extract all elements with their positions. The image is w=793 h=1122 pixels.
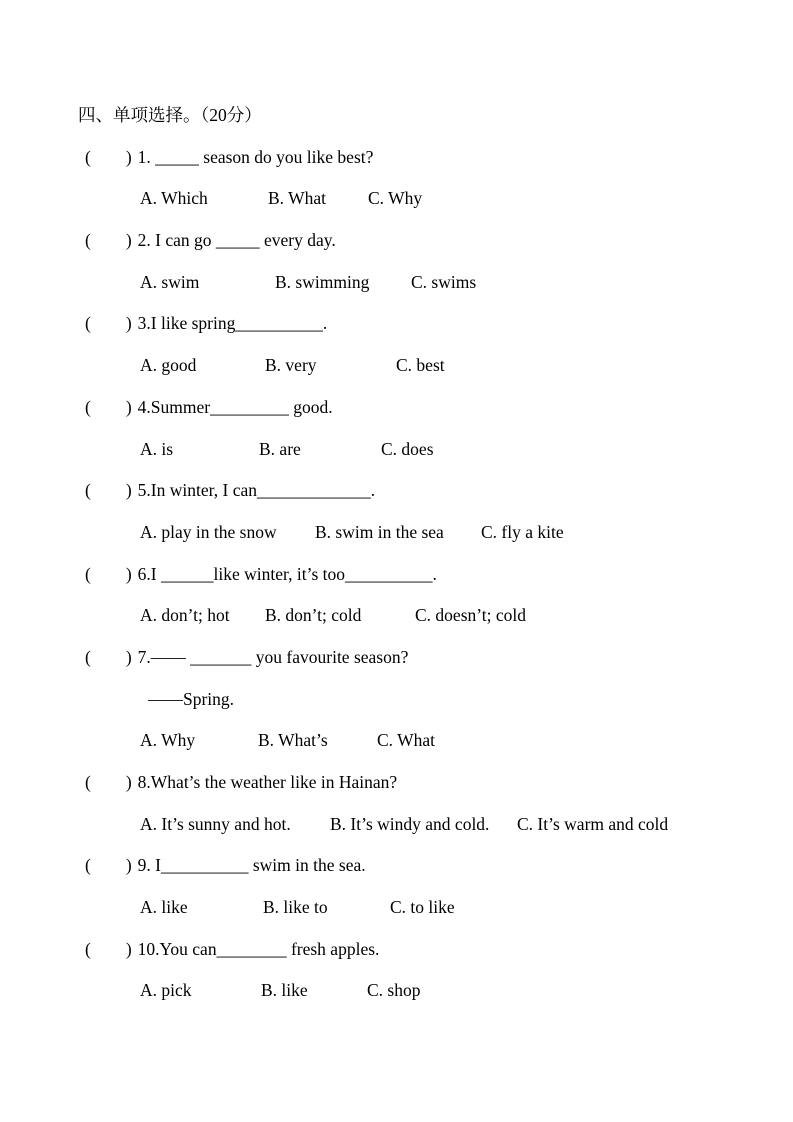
option-a: A. swim (140, 271, 200, 292)
option-c: C. doesn’t; cold (415, 605, 526, 626)
option-a: A. is (140, 438, 174, 459)
question-4 (0, 387, 793, 429)
option-b: B. What’s (258, 730, 328, 751)
answer-paren: ( ) (85, 938, 132, 959)
question-3 (0, 303, 793, 345)
question-4-options (0, 429, 793, 471)
answer-paren: ( ) (85, 230, 132, 251)
option-a: A. It’s sunny and hot. (140, 813, 291, 834)
option-c: C. It’s warm and cold (517, 813, 669, 834)
question-1-stem: 1. _____ season do you like best? (137, 146, 374, 167)
question-5-options (0, 512, 793, 554)
question-10-stem: 10.You can________ fresh apples. (137, 938, 380, 959)
option-a: A. like (140, 897, 188, 918)
answer-paren: ( ) (85, 563, 132, 584)
question-9 (0, 845, 793, 887)
option-b: B. swim in the sea (315, 521, 444, 542)
option-c: C. fly a kite (481, 521, 564, 542)
answer-paren: ( ) (85, 855, 132, 876)
option-a: A. Why (140, 730, 196, 751)
question-3-stem: 3.I like spring__________. (137, 313, 328, 334)
question-5-stem: 5.In winter, I can_____________. (137, 480, 376, 501)
option-a: A. don’t; hot (140, 605, 230, 626)
option-b: B. very (265, 355, 317, 376)
question-7 (0, 637, 793, 679)
option-a: A. Which (140, 188, 208, 209)
option-c: C. What (377, 730, 436, 751)
option-b: B. It’s windy and cold. (330, 813, 490, 834)
option-c: C. does (381, 438, 434, 459)
option-c: C. Why (368, 188, 423, 209)
question-6 (0, 554, 793, 596)
section-title: 四、单项选择。（20分） (78, 105, 262, 125)
question-7-stem: 7.—— _______ you favourite season? (137, 646, 409, 667)
question-3-options (0, 345, 793, 387)
question-7-reply (0, 679, 793, 721)
option-b: B. like (261, 980, 308, 1001)
question-6-stem: 6.I ______like winter, it’s too__________. (137, 563, 437, 584)
question-8-stem: 8.What’s the weather like in Hainan? (137, 772, 398, 792)
option-c: C. best (396, 355, 445, 376)
answer-paren: ( ) (85, 480, 132, 501)
question-9-stem: 9. I__________ swim in the sea. (137, 855, 366, 876)
question-2-options (0, 262, 793, 304)
answer-paren: ( ) (85, 313, 132, 334)
question-6-options (0, 595, 793, 637)
question-10 (0, 929, 793, 971)
question-2-stem: 2. I can go _____ every day. (137, 230, 336, 251)
question-1 (0, 137, 793, 179)
option-b: B. What (268, 188, 327, 209)
question-10-options (0, 970, 793, 1012)
answer-paren: ( ) (85, 646, 132, 667)
option-b: B. swimming (275, 271, 370, 292)
option-a: A. play in the snow (140, 521, 277, 542)
question-5 (0, 470, 793, 512)
option-a: A. good (140, 355, 197, 376)
question-7-stem2: ——Spring. (148, 688, 235, 709)
question-2 (0, 220, 793, 262)
option-b: B. don’t; cold (265, 605, 362, 626)
option-b: B. like to (263, 897, 328, 918)
answer-paren: ( ) (85, 396, 132, 417)
question-7-options (0, 720, 793, 762)
question-1-options (0, 178, 793, 220)
question-8 (0, 762, 793, 804)
answer-paren: ( ) (85, 146, 132, 167)
option-c: C. swims (411, 271, 477, 292)
question-9-options (0, 887, 793, 929)
question-8-options (0, 804, 793, 846)
option-c: C. to like (390, 897, 455, 918)
question-4-stem: 4.Summer_________ good. (137, 396, 333, 417)
option-b: B. are (259, 438, 301, 459)
option-c: C. shop (367, 980, 421, 1001)
answer-paren: ( ) (85, 772, 132, 792)
option-a: A. pick (140, 980, 192, 1001)
